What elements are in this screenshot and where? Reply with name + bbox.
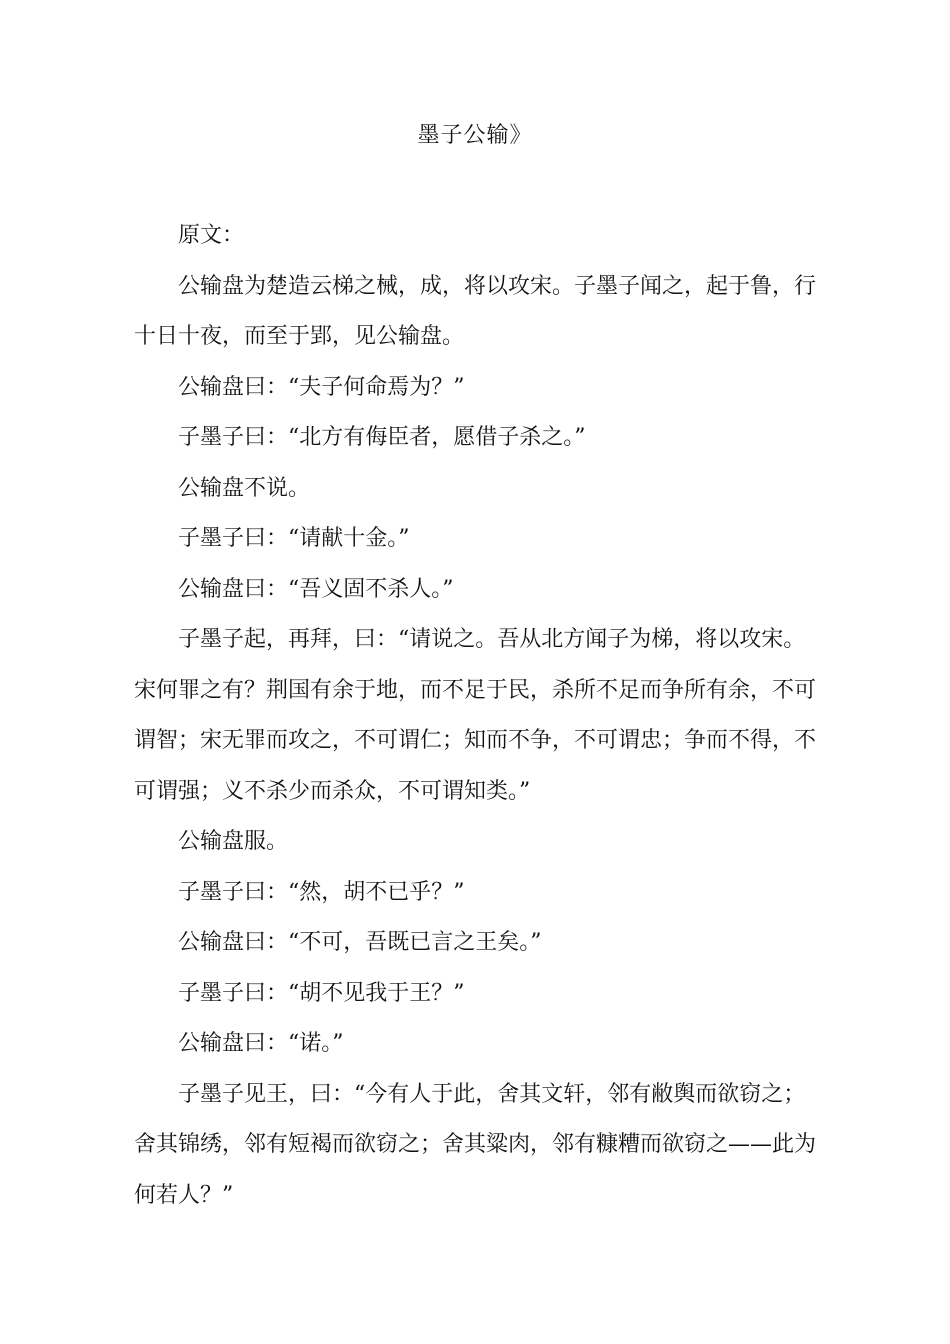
paragraph-final: 子墨子见王，曰：“今有人于此，舍其文轩，邻有敝舆而欲窃之；舍其锦绣，邻有短褐而欲窃之；舍其粱肉，邻有糠糟而欲窃之——此为何若人？” [134, 1081, 817, 1208]
paragraph-intro: 公输盘为楚造云梯之械，成，将以攻宋。子墨子闻之，起于鲁，行十日十夜，而至于郢，见公输盘。 [134, 273, 817, 349]
paragraph-dialogue: 子墨子曰：“胡不见我于王？” [178, 980, 465, 1006]
paragraph-dialogue: 子墨子曰：“请献十金。” [178, 526, 410, 551]
paragraph-dialogue: 公输盘曰：“诺。” [178, 1031, 344, 1056]
paragraph-dialogue: 公输盘曰：“不可，吾既已言之王矣。” [178, 930, 542, 955]
paragraph-argument: 子墨子起，再拜，曰：“请说之。吾从北方闻子为梯，将以攻宋。宋何罪之有？荆国有余于地，而不足于民，杀所不足而争所有余，不可谓智；宋无罪而攻之，不可谓仁；知而不争，不可谓忠；争而不得，不可谓强；义不杀少而杀众，不可谓知类。” [134, 627, 817, 804]
paragraph-narration: 公输盘服。 [178, 829, 289, 854]
paragraph-dialogue: 公输盘曰：“夫子何命焉为？” [178, 374, 465, 400]
paragraph-dialogue: 子墨子曰：“然，胡不已乎？” [178, 879, 465, 905]
document-title: 墨子公输》 [417, 123, 533, 148]
paragraph-heading-original-text: 原文： [178, 223, 245, 248]
paragraph-dialogue: 公输盘曰：“吾义固不杀人。” [178, 576, 454, 602]
paragraph-narration: 公输盘不说。 [178, 475, 311, 501]
paragraph-dialogue: 子墨子曰：“北方有侮臣者，愿借子杀之。” [178, 425, 586, 450]
document-body [134, 211, 824, 1221]
